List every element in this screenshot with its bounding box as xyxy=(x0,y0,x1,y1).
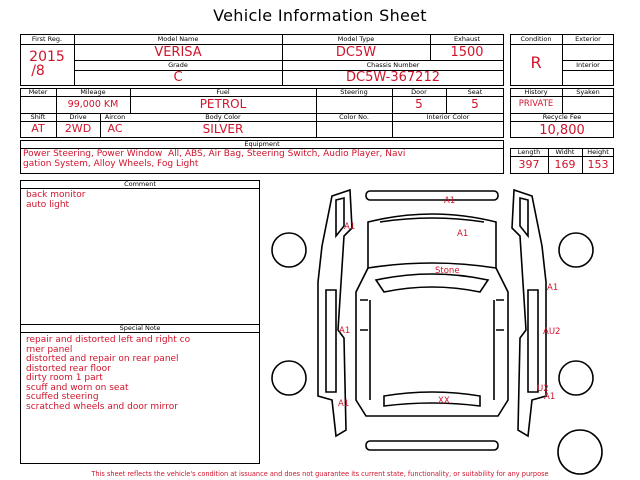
mark-front-bumper: A1 xyxy=(444,196,456,206)
front-bumper xyxy=(366,191,498,200)
model-type-value: DC5W xyxy=(335,45,377,60)
color-no-label: Color No. xyxy=(339,113,369,121)
mark-right-side: AU2 xyxy=(543,327,561,337)
history-value: PRIVATE xyxy=(518,99,554,109)
special-note-label: Special Note xyxy=(119,324,161,332)
interior-label: Interior xyxy=(576,61,600,69)
wheel-rear-right xyxy=(559,361,593,395)
fuel-label: Fuel xyxy=(216,88,230,96)
length-label: Length xyxy=(517,148,541,156)
model-name-value: VERISA xyxy=(154,45,202,60)
door-value: 5 xyxy=(415,97,423,111)
model-type-label: Model Type xyxy=(337,35,375,43)
rear-bumper xyxy=(366,441,498,450)
fuel-value: PETROL xyxy=(199,97,247,111)
mark-right-rear-u: U2 xyxy=(537,384,549,394)
mark-right-rear-a: A1 xyxy=(544,392,556,402)
condition-label: Condition xyxy=(520,35,552,43)
first-reg-year: 2015 xyxy=(29,49,65,65)
length-value: 397 xyxy=(518,158,540,171)
shift-label: Shift xyxy=(30,113,46,121)
mark-right-front: A1 xyxy=(547,283,559,293)
aircon-value: AC xyxy=(107,122,123,135)
grade-label: Grade xyxy=(168,61,188,69)
disclaimer-footer: This sheet reflects the vehicle's condition at issuance and does not guarantee its current state, functionality, or suitability for any purpose xyxy=(91,470,549,478)
model-name-label: Model Name xyxy=(157,35,199,43)
sheet-title: Vehicle Information Sheet xyxy=(213,6,427,25)
drive-label: Drive xyxy=(69,113,87,121)
mark-rear-left: A1 xyxy=(338,399,350,409)
wheel-front-left xyxy=(272,233,306,267)
chassis-label: Chassis Number xyxy=(366,61,420,69)
equipment-line-2: gation System, Alloy Wheels, Fog Light xyxy=(23,159,199,169)
meter-label: Meter xyxy=(28,88,48,96)
steering-label: Steering xyxy=(340,88,368,96)
mark-left-side: A1 xyxy=(339,326,351,336)
special-note-text: repair and distorted left and right co rner panel distorted and repair on rear panel distorted rear floor dirty room 1 part scuff and worn on seat scuffed steering scratched wheels and door mirror xyxy=(26,335,191,412)
seat-label: Seat xyxy=(467,88,483,96)
body-color-label: Body Color xyxy=(205,113,241,121)
first-reg-month: /8 xyxy=(31,63,45,79)
spare-wheel xyxy=(558,430,602,474)
comment-text: back monitor auto light xyxy=(26,190,86,210)
width-value: 169 xyxy=(554,158,576,171)
mileage-value: 99,000 KM xyxy=(67,99,119,110)
mark-hood: A1 xyxy=(457,229,469,239)
mark-front-left: A1 xyxy=(344,222,356,232)
first-reg-label: First Reg. xyxy=(31,35,63,43)
aircon-label: Aircon xyxy=(104,113,126,121)
body-color-value: SILVER xyxy=(202,122,244,136)
equipment-label: Equipment xyxy=(244,140,280,148)
chassis-value: DC5W-367212 xyxy=(345,70,440,85)
wheel-rear-left xyxy=(272,361,306,395)
seat-value: 5 xyxy=(471,97,479,111)
grade-value: C xyxy=(173,70,183,85)
history-label: History xyxy=(524,88,548,96)
mileage-label: Mileage xyxy=(80,88,106,96)
height-label: Height xyxy=(587,148,609,156)
width-label: Widht xyxy=(555,148,575,156)
right-side-profile xyxy=(512,190,546,436)
drive-value: 2WD xyxy=(64,122,92,135)
equipment-line-1: Power Steering, Power Window All, ABS, Air Bag, Steering Switch, Audio Player, Navi xyxy=(23,149,406,159)
interior-color-label: Interior Color xyxy=(426,113,470,121)
syaken-label: Syaken xyxy=(576,88,600,96)
exterior-label: Exterior xyxy=(575,35,601,43)
comment-label: Comment xyxy=(124,180,156,188)
mark-roof: Stone xyxy=(435,266,460,276)
mark-rear: XX xyxy=(438,396,450,406)
exhaust-value: 1500 xyxy=(450,45,484,60)
height-value: 153 xyxy=(587,158,609,171)
top-view-body xyxy=(368,214,496,268)
exhaust-label: Exhaust xyxy=(453,35,481,43)
wheel-front-right xyxy=(559,233,593,267)
condition-value: R xyxy=(530,53,542,72)
recycle-fee-value: 10,800 xyxy=(539,123,585,138)
shift-value: AT xyxy=(31,122,45,135)
door-label: Door xyxy=(411,88,427,96)
recycle-fee-label: Recycle Fee xyxy=(542,113,582,121)
